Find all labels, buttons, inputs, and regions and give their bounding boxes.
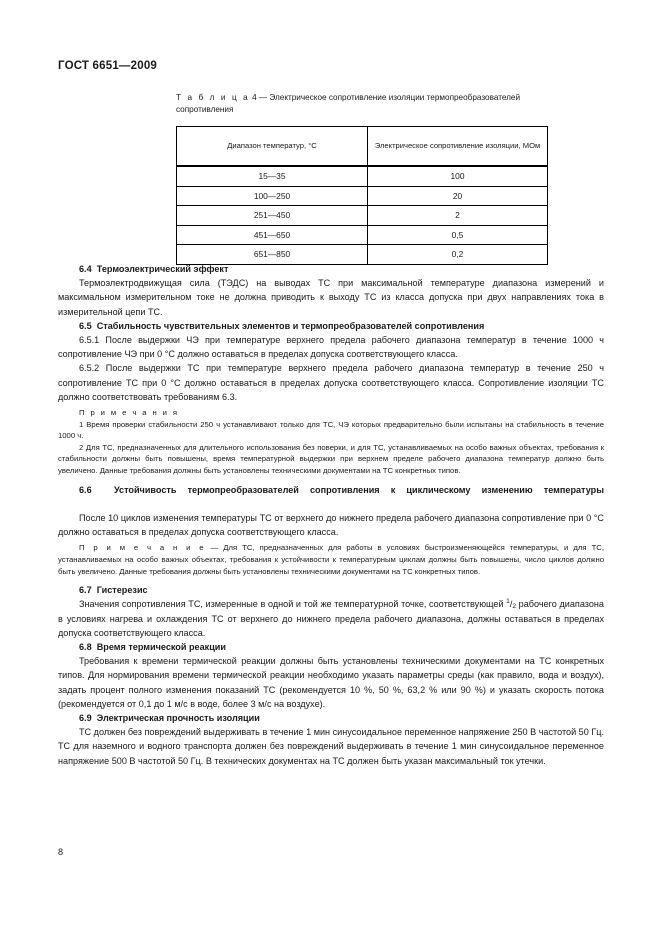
section-heading-6-6 xyxy=(58,483,604,511)
section-heading-6-7 xyxy=(58,583,604,597)
table-row xyxy=(177,225,548,245)
cell-temperature-range: 15—35 xyxy=(177,166,368,186)
section-title-6-5: Стабильность чувствительных элементов и термопреобразователей сопротивления xyxy=(96,320,485,331)
section-number-6-4: 6.4 xyxy=(79,264,92,274)
fraction-one-half: $^1/_2$ xyxy=(506,598,517,611)
notes-block-6-6 xyxy=(58,542,604,577)
column-header-insulation-resistance: Электрическое сопротивление изоляции, МОм xyxy=(368,127,548,167)
notes-title-6-5: П р и м е ч а н и я xyxy=(79,408,179,418)
cell-insulation-resistance: 0,5 xyxy=(368,225,548,245)
table-row xyxy=(177,186,548,206)
table-caption-dash: — xyxy=(258,93,268,102)
section-number-6-6: 6.6 xyxy=(79,484,92,495)
cell-temperature-range: 651—850 xyxy=(177,245,368,265)
note-item-1: 1 Время проверки стабильности 250 ч устанавливают только для ТС, ЧЭ которых предварительно были испытаны на стабильность в течение 1000 ч. xyxy=(58,419,604,441)
section-heading-6-8 xyxy=(58,640,604,654)
cell-temperature-range: 251—450 xyxy=(177,206,368,226)
section-number-6-5: 6.5 xyxy=(79,320,92,331)
section-body-6-4: Термоэлектродвижущая сила (ТЭДС) на выводах ТС при максимальной температуре диапазона измерений и максимальном измерительном токе не должна приводить к выходу ТС из класса допуска при двух направлениях тока в измерительной цепи ТС. xyxy=(58,278,604,317)
document-body xyxy=(58,262,604,768)
section-title-6-6: Устойчивость термопреобразователей сопротивления к циклическому изменению температуры xyxy=(113,484,604,495)
page-number: 8 xyxy=(58,847,64,857)
section-body-6-8: Требования к времени термической реакции должны быть установлены техническими документами на ТС конкретных типов. Для нормирования времени термической реакции необходимо указать параметры среды (как правило, вода и воздух), задать процент полного изменения показаний ТС (рекомендуется 10 %, 50 %, 63,2 % или 90 %) и указать скорость потока (рекомендуется от 0,1 до 1 м/с в воде, более 3 м/с на воздухе). xyxy=(58,656,604,709)
section-number-6-8: 6.8 xyxy=(79,642,92,652)
cell-insulation-resistance: 100 xyxy=(368,166,548,186)
running-header-standard-number: ГОСТ 6651—2009 xyxy=(58,60,158,72)
section-body-6-7-part1: Значения сопротивления ТС, измеренные в одной и той же температурной точке, соответствующей xyxy=(79,599,507,610)
cell-temperature-range: 451—650 xyxy=(177,225,368,245)
insulation-resistance-table xyxy=(176,126,548,265)
note-item-6-6 xyxy=(58,542,604,577)
table-caption-label: Т а б л и ц а xyxy=(176,93,250,102)
table-caption xyxy=(176,92,522,115)
section-number-6-9: 6.9 xyxy=(79,713,92,724)
cell-insulation-resistance: 20 xyxy=(368,186,548,206)
section-number-6-7: 6.7 xyxy=(79,585,92,596)
section-heading-6-5 xyxy=(58,319,604,333)
section-title-6-9: Электрическая прочность изоляции xyxy=(96,713,260,724)
fraction-numerator: 1 xyxy=(506,598,510,606)
section-body-6-7-part2: рабочего диапазона в условиях нагрева и охлаждения ТС от верхнего до нижнего предела рабочего диапазона, должны оставаться в пределах допуска соответствующего класса. xyxy=(58,599,604,638)
section-title-6-4: Термоэлектрический эффект xyxy=(96,264,229,274)
section-title-6-8: Время термической реакции xyxy=(96,642,226,652)
cell-temperature-range: 100—250 xyxy=(177,186,368,206)
table-caption-text: Электрическое сопротивление изоляции термопреобразователей сопротивления xyxy=(176,93,521,114)
section-title-6-7: Гистерезис xyxy=(96,585,148,596)
fraction-denominator: 2 xyxy=(512,603,517,611)
table-header-row xyxy=(177,127,548,167)
table-caption-number: 4 xyxy=(252,93,257,102)
insulation-resistance-table-wrapper xyxy=(176,126,541,265)
section-body-6-6: После 10 циклов изменения температуры ТС от верхнего до нижнего предела рабочего диапазона сопротивление при 0 °С должно оставаться в пределах допуска соответствующего класса. xyxy=(58,513,604,538)
notes-block-6-5 xyxy=(58,407,604,477)
section-body-6-7 xyxy=(58,597,604,640)
section-heading-6-4 xyxy=(58,262,604,276)
column-header-temperature-range: Диапазон температур, °С xyxy=(177,127,368,167)
note-text: — Для ТС, предназначенных для работы в условиях быстроизменяющейся температуры, и для ТС, устанавливаемых на особо важных объектах, требования к устойчивости к температурным циклам должны быть повышены, число циклов должно быть увеличено. Данные требования должны быть установлены техническими документами на ТС конкретных типов. xyxy=(58,543,604,576)
section-body-6-5-2: 6.5.2 После выдержки ТС при температуре верхнего предела рабочего диапазона температур в течение 250 ч сопротивление ТС при 0 °С должно оставаться в пределах допуска соответствующего класса. Сопротивление изоляции ТС должно соответствовать требованиям 6.3. xyxy=(58,363,604,402)
section-heading-6-9 xyxy=(58,711,604,725)
cell-insulation-resistance: 2 xyxy=(368,206,548,226)
table-row xyxy=(177,166,548,186)
note-item-2: 2 Для ТС, предназначенных для длительного использования без поверки, и для ТС, устанавливаемых на особо важных объектах, требования к стабильности должны быть повышены, время температурной выдержки при верхнем пределе рабочего диапазона температур должно быть увеличено. Данные требования должны быть установлены техническими документами на ТС конкретных типов. xyxy=(58,442,604,475)
table-row xyxy=(177,206,548,226)
table-body xyxy=(177,166,548,264)
cell-insulation-resistance: 0,2 xyxy=(368,245,548,265)
table-header xyxy=(177,127,548,167)
section-body-6-5-1: 6.5.1 После выдержки ЧЭ при температуре верхнего предела рабочего диапазона температур в течение 1000 ч сопротивление ЧЭ при 0 °С должно оставаться в пределах допуска соответствующего класса. xyxy=(58,335,604,360)
note-lead-label: П р и м е ч а н и е xyxy=(79,543,206,553)
section-body-6-9: ТС должен без повреждений выдерживать в течение 1 мин синусоидальное переменное напряжение 250 В частотой 50 Гц. ТС для наземного и водного транспорта должен без повреждений выдерживать в течение 1 мин синусоидальное переменное напряжение 500 В частотой 50 Гц. В технических документах на ТС должен быть указан максимальный ток утечки. xyxy=(58,727,604,766)
